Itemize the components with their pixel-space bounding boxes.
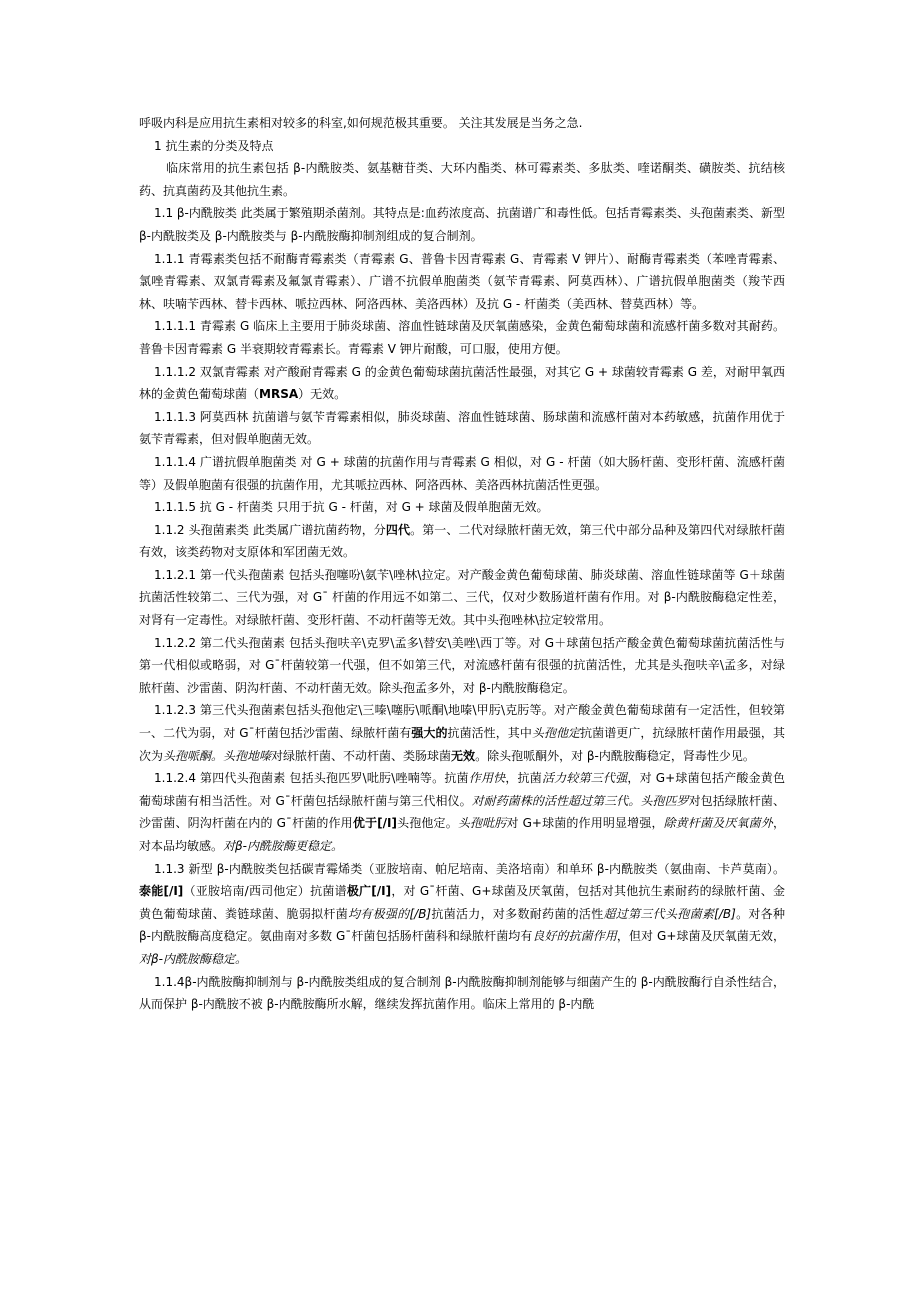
text-run: 均有极强的[/B] — [348, 906, 432, 921]
text-run: 头孢哌酮。头孢地嗪 — [163, 748, 272, 763]
text-run: 对绿脓杆菌、不动杆菌、类肠球菌 — [271, 748, 452, 763]
text-run: 1.1.3 新型 β-内酰胺类包括碳青霉烯类（亚胺培南、帕尼培南、美洛培南）和单环 β-内酰胺类（氨曲南、卡芦莫南）。 — [154, 861, 785, 876]
document-body — [139, 112, 785, 1016]
text-run: ，对 G+球菌包括产酸金黄色葡萄球菌有相当活性。对 G¯杆菌包括绿脓杆菌与第三代相仪。 — [139, 771, 785, 808]
text-run: 四代 — [385, 522, 411, 537]
text-run: 对β-内酰胺酶更稳定。 — [223, 839, 344, 853]
text-run: 1.1.2.4 第四代头孢菌素 包括头孢匹罗\吡肟\唑喃等。抗菌 — [154, 771, 469, 786]
text-run: 超过第三代头孢菌素[/B] — [603, 906, 736, 921]
text-run: （亚胺培南/西司他定）抗菌谱 — [183, 884, 347, 899]
text-run: 头孢他定。 — [396, 816, 458, 831]
text-run: 抗菌活力，对多数耐药菌的活性 — [431, 906, 604, 921]
text-run: ，对 G¯杆菌、G+球菌及厌氧菌，包括对其他抗生素耐药的绿脓杆菌、金黄色葡萄球菌、粪链球菌、脆弱拟杆菌 — [139, 884, 785, 921]
text-run: 除黄杆菌及厌氧菌外 — [663, 816, 773, 831]
section-1-1: 1.1 β-内酰胺类 此类属于繁殖期杀菌剂。其特点是:血药浓度高、抗菌谱广和毒性低。包括青霉素类、头孢菌素类、新型 β-内酰胺类及 β-内酰胺类与 β-内酰胺酶抑制剂组成的复合制剂。 — [139, 206, 785, 243]
paragraph: 临床常用的抗生素包括 β-内酰胺类、氨基糖苷类、大环内酯类、林可霉素类、多肽类、喹诺酮类、磺胺类、抗结核药、抗真菌药及其他抗生素。 — [139, 161, 785, 198]
text-run: ）无效。 — [298, 387, 347, 402]
section-1-1-3 — [139, 858, 785, 971]
section-1-1-1-5: 1.1.1.5 抗 G - 杆菌类 只用于抗 G - 杆菌，对 G + 球菌及假单胞菌无效。 — [154, 500, 549, 515]
text-run: 作用快 — [468, 771, 506, 786]
section-1-1-2-2: 1.1.2.2 第二代头孢菌素 包括头孢呋辛\克罗\孟多\替安\美唑\西丁等。对 G＋球菌包括产酸金黄色葡萄球菌抗菌活性与第一代相似或略弱，对 G¯杆菌较第一代强，但不如第三代，对流感杆菌有很强的抗菌活性，尤其是头孢呋辛\孟多，对绿脓杆菌、沙雷菌、阴沟杆菌、不动杆菌无效。除头孢孟多外，对 β-内酰胺酶稳定。 — [139, 635, 785, 695]
section-1-1-1: 1.1.1 青霉素类包括不耐酶青霉素类（青霉素 G、普鲁卡因青霉素 G、青霉素 V 钾片）、耐酶青霉素类（苯唑青霉素、氯唑青霉素、双氯青霉素及氟氯青霉素）、广谱不抗假单胞菌类（氨苄青霉素、阿莫西林）、广谱抗假单胞菌类（羧苄西林、呋喃苄西林、替卡西林、哌拉西林、阿洛西林、美洛西林）及抗 G - 杆菌类（美西林、替莫西林）等。 — [139, 251, 785, 311]
text-run: ，但对 G+球菌及厌氧菌无效， — [616, 929, 785, 944]
text-run: 良好的抗菌作用 — [532, 929, 617, 944]
text-run: ，对本品均敏感。 — [139, 816, 785, 853]
text-run: ，抗菌 — [505, 771, 542, 786]
text-run: 头孢他定 — [531, 726, 581, 741]
section-1-1-2-1: 1.1.2.1 第一代头孢菌素 包括头孢噻吩\氨苄\唑林\拉定。对产酸金黄色葡萄球菌、肺炎球菌、溶血性链球菌等 G＋球菌抗菌活性较第二、三代为强，对 G¯ 杆菌的作用远不如第二、三代，仅对少数肠道杆菌有作用。对 β-内酰胺酶稳定性差，对肾有一定毒性。对绿脓杆菌、变形杆菌、不动杆菌等无效。其中头孢唑林\拉定较常用。 — [139, 567, 785, 628]
section-1-1-1-2 — [139, 361, 785, 406]
text-run: 极广[/I] — [346, 884, 392, 899]
text-run: 活力较第三代强 — [541, 771, 628, 786]
text-run: 泰能[/I] — [139, 884, 184, 899]
section-1-1-2-4 — [139, 767, 785, 857]
text-run: 头孢吡肟 — [457, 816, 507, 831]
section-1-1-1-4: 1.1.1.4 广谱抗假单胞菌类 对 G + 球菌的抗菌作用与青霉素 G 相似，对 G - 杆菌（如大肠杆菌、变形杆菌、流感杆菌等）及假单胞菌有很强的抗菌作用，尤其哌拉西林、阿洛西林、美洛西林抗菌活性更强。 — [139, 454, 785, 492]
text-run: 抗菌谱更广，抗绿脓杆菌作用最强，其次为 — [139, 726, 785, 763]
text-run: 对β-内酰胺酶稳定。 — [139, 951, 247, 966]
section-1-1-2-3 — [139, 699, 785, 767]
text-run: 1.1.2 头孢菌素类 此类属广谱抗菌药物，分 — [154, 522, 386, 537]
text-run: 抗菌活性，其中 — [447, 726, 532, 741]
text-run: 1.1.2.3 第三代头孢菌素包括头孢他定\三嗪\噻肟\哌酮\地嗪\甲肟\克肟等。对产酸金黄色葡萄球菌有一定活性，但较第一、二代为弱，对 G¯杆菌包括沙雷菌、绿脓杆菌有 — [139, 703, 785, 741]
intro-paragraph: 呼吸内科是应用抗生素相对较多的科室,如何规范极其重要。 关注其发展是当务之急. — [139, 116, 583, 130]
section-1-1-2 — [139, 519, 785, 564]
text-run: 对包括绿脓杆菌、沙雷菌、阴沟杆菌在内的 G¯杆菌的作用 — [139, 793, 785, 831]
text-run: 。对各种 β-内酰胺酶高度稳定。氨曲南对多数 G¯杆菌包括肠杆菌科和绿脓杆菌均有 — [139, 906, 785, 944]
text-run: 。除头孢哌酮外，对 β-内酰胺酶稳定，肾毒性少见。 — [475, 748, 755, 763]
text-run: 优于[/I] — [352, 816, 397, 831]
section-1-1-1-1: 1.1.1.1 青霉素 G 临床上主要用于肺炎球菌、溶血性链球菌及厌氧菌感染，金黄色葡萄球菌和流感杆菌多数对其耐药。普鲁卡因青霉素 G 半衰期较青霉素长。青霉素 V 钾片耐酸，可口服，使用方便。 — [139, 319, 785, 356]
text-run: 。第一、二代对绿脓杆菌无效，第三代中部分品种及第四代对绿脓杆菌有效，该类药物对支原体和军团菌无效。 — [139, 522, 785, 560]
text-run: 无效 — [451, 748, 476, 763]
text-run: 强大的 — [411, 726, 448, 741]
text-run: 对耐药菌株的活性超过第三代。头孢匹罗 — [471, 793, 689, 808]
section-heading: 1 抗生素的分类及特点 — [154, 138, 274, 153]
text-run: 对 G+球菌的作用明显增强， — [506, 816, 664, 831]
section-1-1-4: 1.1.4β-内酰胺酶抑制剂与 β-内酰胺类组成的复合制剂 β-内酰胺酶抑制剂能够与细菌产生的 β-内酰胺酶行自杀性结合，从而保护 β-内酰胺不被 β-内酰胺酶所水解，继续发挥抗菌作用。临床上常用的 β-内酰 — [139, 974, 785, 1012]
section-1-1-1-3: 1.1.1.3 阿莫西林 抗菌谱与氨苄青霉素相似，肺炎球菌、溶血性链球菌、肠球菌和流感杆菌对本药敏感，抗菌作用优于氨苄青霉素，但对假单胞菌无效。 — [139, 409, 785, 447]
text-run: MRSA — [259, 387, 299, 402]
text-run: 1.1.1.2 双氯青霉素 对产酸耐青霉素 G 的金黄色葡萄球菌抗菌活性最强，对其它 G + 球菌较青霉素 G 差，对耐甲氧西林的金黄色葡萄球菌（ — [139, 364, 785, 402]
